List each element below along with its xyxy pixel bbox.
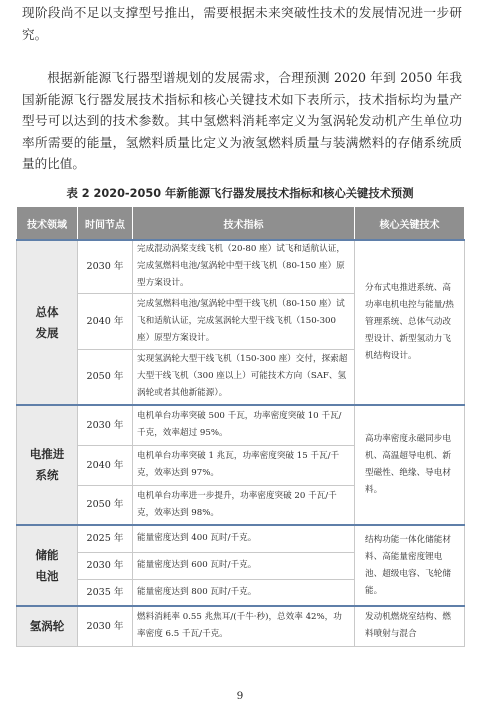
header-indicator: 技术指标 [133, 207, 355, 241]
year-cell: 2030 年 [78, 405, 133, 445]
table-caption: 表 2 2020-2050 年新能源飞行器发展技术指标和核心关键技术预测 [66, 187, 414, 200]
key-tech-cell: 高功率密度永磁同步电机、高温超导电机、新型磁性、绝缘、导电材料。 [355, 405, 465, 525]
indicator-cell: 电机单台功率突破 500 千瓦，功率密度突破 10 千瓦/千克，效率超过 95%。 [133, 405, 355, 445]
domain-overall-label: 总体 发展 [35, 304, 59, 340]
header-key-tech: 核心关键技术 [355, 207, 465, 241]
indicator-cell: 电机单台功率突破 1 兆瓦，功率密度突破 15 千瓦/千克，效率达到 97%。 [133, 445, 355, 485]
indicator-cell: 电机单台功率进一步提升，功率密度突破 20 千瓦/千克，效率达到 98%。 [133, 485, 355, 525]
table-header-row [17, 207, 465, 241]
domain-cell [17, 240, 78, 405]
table-row [17, 606, 465, 646]
indicator-cell: 能量密度达到 400 瓦时/千克。 [133, 525, 355, 552]
header-domain: 技术领域 [17, 207, 78, 241]
year-cell: 2030 年 [78, 552, 133, 579]
key-tech-cell: 分布式电推进系统、高功率电机电控与能量/热管理系统、总体气动改型设计、新型氢动力飞机结构设计。 [355, 240, 465, 405]
domain-cell [17, 405, 78, 525]
key-tech-cell: 发动机燃烧室结构、燃料喷射与混合 [355, 606, 465, 646]
year-cell: 2040 年 [78, 293, 133, 349]
indicator-cell: 燃料消耗率 0.55 兆焦耳/(千牛·秒)，总效率 42%，功率密度 6.5 千瓦/千克。 [133, 606, 355, 646]
indicator-cell: 完成氢燃料电池/氢涡轮中型干线飞机（80-150 座）试飞和适航认证，完成氢涡轮大型干线飞机（150-300 座）原型方案设计。 [133, 293, 355, 349]
intro-paragraph: 现阶段尚不足以支撑型号推出，需要根据未来突破性技术的发展情况进一步研究。 [22, 5, 462, 42]
year-cell: 2050 年 [78, 485, 133, 525]
domain-cell [17, 606, 78, 646]
domain-battery-label: 储能 电池 [35, 547, 59, 583]
year-cell: 2025 年 [78, 525, 133, 552]
table-row [17, 240, 465, 293]
indicator-cell: 完成混动涡桨支线飞机（20-80 座）试飞和适航认证，完成氢燃料电池/氢涡轮中型干线飞机（80-150 座）原型方案设计。 [133, 240, 355, 293]
domain-hydrogen-turbine-label: 氢涡轮 [29, 618, 65, 633]
header-time: 时间节点 [78, 207, 133, 241]
table-row [17, 405, 465, 445]
domain-cell [17, 525, 78, 606]
indicator-cell: 能量密度达到 800 瓦时/千克。 [133, 579, 355, 606]
year-cell: 2030 年 [78, 606, 133, 646]
table-row [17, 525, 465, 552]
indicator-cell: 实现氢涡轮大型干线飞机（150-300 座）交付，探索超大型干线飞机（300 座以上）可能技术方向（SAF、氢涡轮或者其他新能源）。 [133, 349, 355, 405]
key-tech-cell: 结构功能一体化储能材料、高能量密度锂电池、超级电容、飞轮储能。 [355, 525, 465, 606]
year-cell: 2030 年 [78, 240, 133, 293]
year-cell: 2040 年 [78, 445, 133, 485]
domain-propulsion-label: 电推进 系统 [29, 447, 65, 482]
tech-forecast-table [16, 206, 465, 647]
indicator-cell: 能量密度达到 600 瓦时/千克。 [133, 552, 355, 579]
forecast-paragraph: 根据新能源飞行器型谱规划的发展需求，合理预测 2020 年到 2050 年我国新能源飞行器发展技术指标和核心关键技术如下表所示，技术指标均为量产型号可以达到的技术参数。其中氢燃料消耗率定义为氢涡轮发动机产生单位功率所需要的能量，氢燃料质量比定义为液氢燃料质量与装满燃料的存储系统质量的比值。 [22, 70, 462, 171]
year-cell: 2050 年 [78, 349, 133, 405]
year-cell: 2035 年 [78, 579, 133, 606]
page-number: 9 [236, 690, 244, 702]
